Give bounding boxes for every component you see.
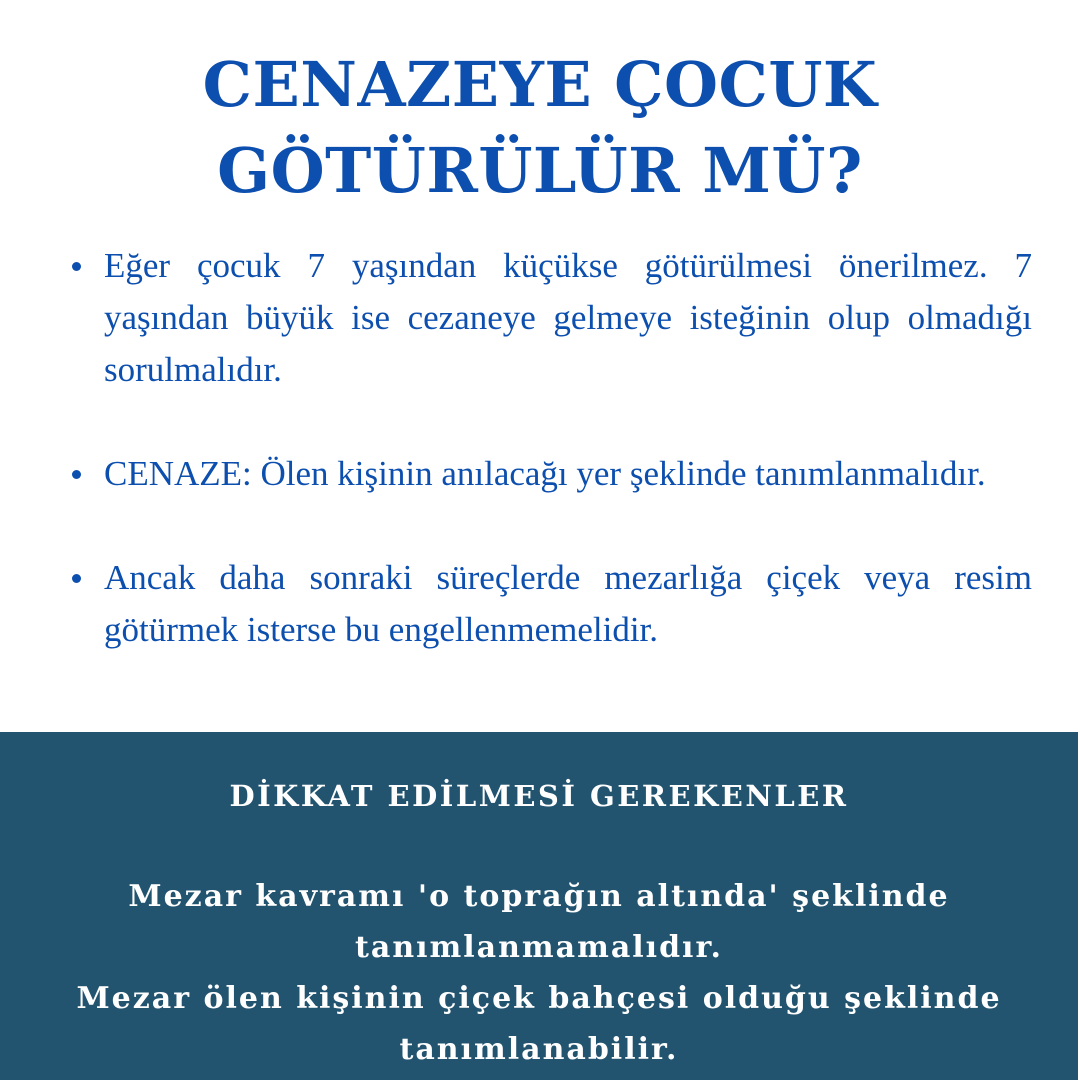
bullet-dot-icon xyxy=(72,470,81,479)
bullet-list xyxy=(70,240,1032,656)
title-line-1: CENAZEYE ÇOCUK xyxy=(202,48,878,121)
title-line-2: GÖTÜRÜLÜR MÜ? xyxy=(217,134,863,207)
bullet-text: CENAZE: Ölen kişinin anılacağı yer şeklinde tanımlanmalıdır. xyxy=(104,454,986,493)
bullet-item xyxy=(70,552,1032,656)
attention-paragraph-2: Mezar ölen kişinin çiçek bahçesi olduğu şeklinde tanımlanabilir. xyxy=(76,981,1002,1067)
bullet-text: Eğer çocuk 7 yaşından küçükse götürülmesi önerilmez. 7 yaşından büyük ise cezaneye gelmeye isteğinin olup olmadığı sorulmalıdır. xyxy=(104,246,1032,389)
bullet-item xyxy=(70,240,1032,396)
page-title xyxy=(0,42,1080,214)
bullet-text: Ancak daha sonraki süreçlerde mezarlığa çiçek veya resim götürmek isterse bu engellenmemelidir. xyxy=(104,558,1032,649)
attention-body xyxy=(40,871,1038,1075)
bullet-dot-icon xyxy=(72,574,81,583)
attention-heading: DİKKAT EDİLMESİ GEREKENLER xyxy=(229,779,849,813)
bullet-dot-icon xyxy=(72,262,81,271)
bullet-item xyxy=(70,448,1032,500)
attention-paragraph-1: Mezar kavramı 'o toprağın altında' şeklinde tanımlanmamalıdır. xyxy=(128,879,950,965)
